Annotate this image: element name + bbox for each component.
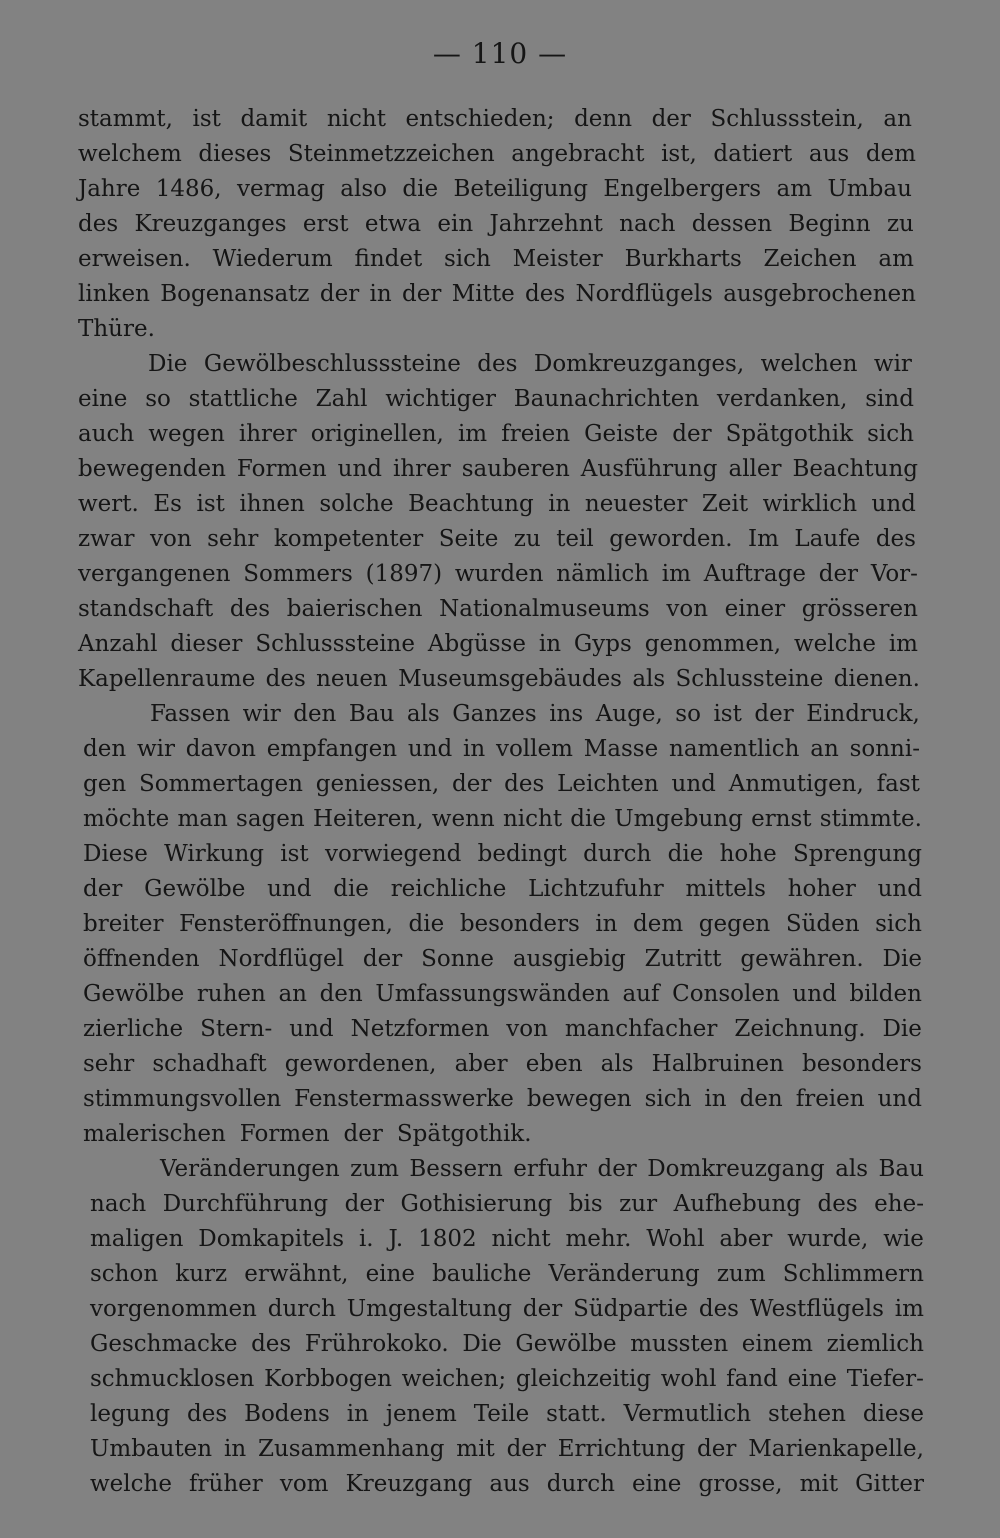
text-line: den wir davon empfangen und in vollem Masse namentlich an sonni- — [83, 736, 920, 762]
text-line: öffnenden Nordflügel der Sonne ausgiebig Zutritt gewähren. Die — [83, 946, 922, 972]
text-line: zwar von sehr kompetenter Seite zu teil geworden. Im Laufe des — [78, 526, 916, 552]
text-line: Veränderungen zum Bessern erfuhr der Domkreuzgang als Bau — [160, 1156, 924, 1182]
text-line: linken Bogenansatz der in der Mitte des Nordflügels ausgebrochenen — [78, 281, 916, 307]
text-line: standschaft des baierischen Nationalmuseums von einer grösseren — [78, 596, 918, 622]
text-line: breiter Fensteröffnungen, die besonders in dem gegen Süden sich — [83, 911, 922, 937]
text-line: legung des Bodens in jenem Teile statt. Vermutlich stehen diese — [90, 1401, 924, 1427]
text-line: Jahre 1486, vermag also die Beteiligung Engelbergers am Umbau — [78, 176, 912, 202]
text-line: Umbauten in Zusammenhang mit der Errichtung der Marienkapelle, — [90, 1436, 924, 1462]
text-line: vergangenen Sommers (1897) wurden nämlich im Auftrage der Vor- — [78, 561, 918, 587]
text-line: Diese Wirkung ist vorwiegend bedingt durch die hohe Sprengung — [83, 841, 922, 867]
text-line: sehr schadhaft gewordenen, aber eben als Halbruinen besonders — [83, 1051, 922, 1077]
text-line: des Kreuzganges erst etwa ein Jahrzehnt nach dessen Beginn zu — [78, 211, 914, 237]
text-line: maligen Domkapitels i. J. 1802 nicht mehr. Wohl aber wurde, wie — [90, 1226, 924, 1252]
text-line: wert. Es ist ihnen solche Beachtung in neuester Zeit wirklich und — [78, 491, 916, 517]
text-line: erweisen. Wiederum findet sich Meister Burkharts Zeichen am — [78, 246, 914, 272]
text-line: Die Gewölbeschlusssteine des Domkreuzganges, welchen wir — [148, 351, 912, 377]
text-line: stimmungsvollen Fenstermasswerke bewegen sich in den freien und — [83, 1086, 922, 1112]
text-line: möchte man sagen Heiteren, wenn nicht die Umgebung ernst stimmte. — [83, 806, 922, 832]
text-line: stammt, ist damit nicht entschieden; denn der Schlussstein, an — [78, 106, 912, 132]
text-line: schon kurz erwähnt, eine bauliche Veränderung zum Schlimmern — [90, 1261, 924, 1287]
text-line: Gewölbe ruhen an den Umfassungswänden auf Consolen und bilden — [83, 981, 922, 1007]
text-line: auch wegen ihrer originellen, im freien Geiste der Spätgothik sich — [78, 421, 914, 447]
text-line: Fassen wir den Bau als Ganzes ins Auge, so ist der Eindruck, — [150, 701, 920, 727]
text-line: Anzahl dieser Schlusssteine Abgüsse in Gyps genommen, welche im — [78, 631, 918, 657]
text-line: welche früher vom Kreuzgang aus durch eine grosse, mit Gitter — [90, 1471, 924, 1497]
text-line: der Gewölbe und die reichliche Lichtzufuhr mittels hoher und — [83, 876, 922, 902]
text-line: Geschmacke des Frührokoko. Die Gewölbe mussten einem ziemlich — [90, 1331, 924, 1357]
text-line: eine so stattliche Zahl wichtiger Baunachrichten verdanken, sind — [78, 386, 914, 412]
text-line: welchem dieses Steinmetzzeichen angebracht ist, datiert aus dem — [78, 141, 916, 167]
text-line: Kapellenraume des neuen Museumsgebäudes als Schlussteine dienen. — [78, 666, 920, 692]
text-line: zierliche Stern- und Netzformen von manchfacher Zeichnung. Die — [83, 1016, 922, 1042]
text-line: vorgenommen durch Umgestaltung der Südpartie des Westflügels im — [90, 1296, 924, 1322]
text-line: Thüre. — [78, 316, 155, 342]
page-number: — 110 — — [432, 37, 568, 70]
text-line: schmucklosen Korbbogen weichen; gleichzeitig wohl fand eine Tiefer- — [90, 1366, 924, 1392]
text-line: gen Sommertagen geniessen, der des Leichten und Anmutigen, fast — [83, 771, 920, 797]
text-line: bewegenden Formen und ihrer sauberen Ausführung aller Beachtung — [78, 456, 918, 482]
text-line: nach Durchführung der Gothisierung bis zur Aufhebung des ehe- — [90, 1191, 924, 1217]
text-line: malerischen Formen der Spätgothik. — [83, 1121, 532, 1147]
